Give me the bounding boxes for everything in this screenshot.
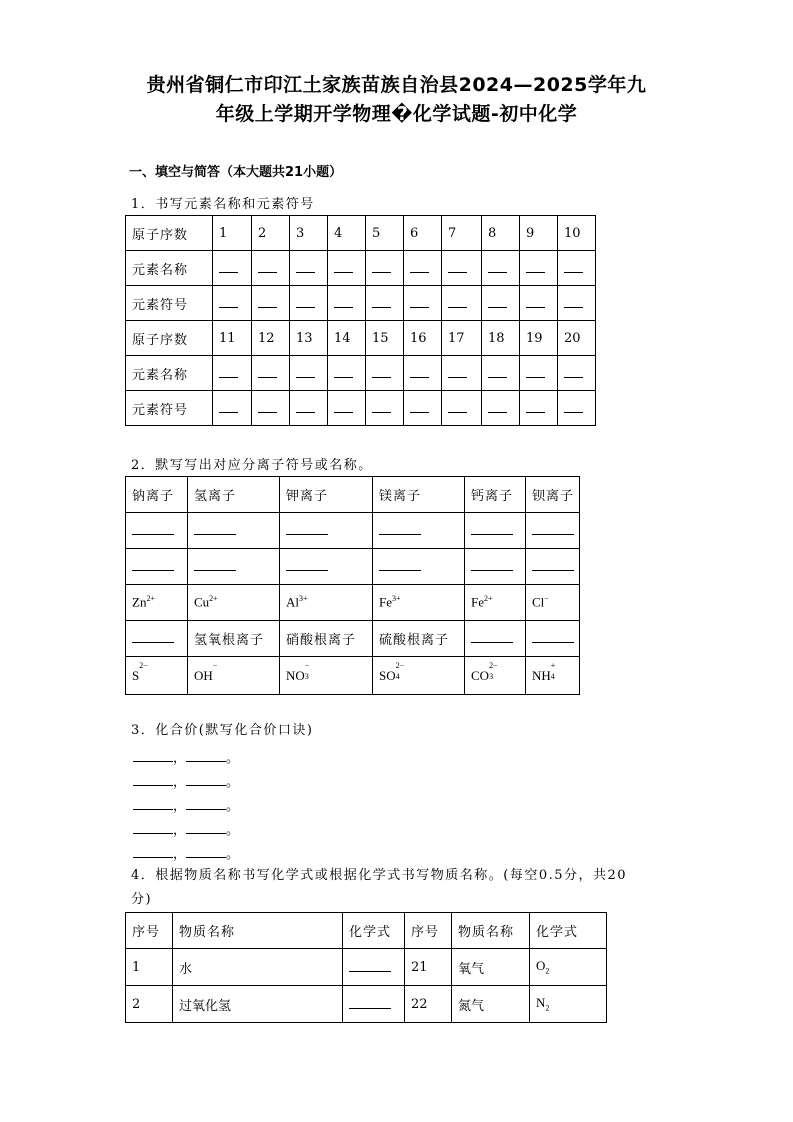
ion-table	[125, 476, 580, 695]
answer-cell[interactable]	[188, 513, 280, 549]
answer-cell[interactable]	[404, 391, 442, 426]
atomic-number-cell: 17	[442, 321, 482, 356]
ion-symbol-cell	[280, 585, 373, 621]
column-header: 物质名称	[452, 913, 530, 949]
column-header: 序号	[405, 913, 452, 949]
answer-blank[interactable]	[133, 821, 173, 834]
answer-cell[interactable]	[482, 391, 520, 426]
answer-cell[interactable]	[126, 549, 188, 585]
atomic-number-cell: 16	[404, 321, 442, 356]
answer-cell[interactable]	[252, 356, 290, 391]
table-row	[126, 585, 580, 621]
substance-name: 过氧化氢	[173, 986, 343, 1023]
answer-blank[interactable]	[133, 773, 173, 786]
table-row	[126, 949, 607, 986]
answer-blank[interactable]	[410, 260, 429, 273]
substance-name: 氧气	[452, 949, 530, 986]
answer-blank[interactable]	[379, 522, 421, 535]
ion-name-header: 钾离子	[280, 477, 373, 513]
comma: ，	[173, 799, 187, 814]
atomic-number-cell: 3	[290, 216, 328, 251]
answer-cell[interactable]	[328, 356, 366, 391]
ion-symbol-cell	[188, 585, 280, 621]
ion-name-header: 氢离子	[188, 477, 280, 513]
period: 。	[226, 823, 240, 838]
answer-cell[interactable]	[558, 286, 596, 321]
question-4-prompt-line-1: 4．根据物质名称书写化学式或根据化学式书写物质名称。(每空0.5分，共20	[131, 868, 628, 883]
formula-base: O	[536, 958, 546, 974]
radical-charge	[212, 660, 221, 680]
table-row	[126, 657, 580, 695]
section-header: 一、填空与简答（本大题共21小题）	[129, 165, 343, 180]
document-title-line-1: 贵州省铜仁市印江土家族苗族自治县2024—2025学年九	[146, 74, 647, 96]
row-label: 元素名称	[126, 251, 213, 286]
row-label: 原子序数	[126, 321, 213, 356]
answer-blank[interactable]	[219, 365, 238, 378]
answer-blank[interactable]	[372, 400, 391, 413]
period: 。	[226, 751, 240, 766]
ion-symbol-cell	[373, 585, 465, 621]
ion-charge: 2+	[146, 594, 155, 604]
radical-charge	[550, 660, 559, 681]
period: 。	[226, 847, 240, 862]
answer-blank[interactable]	[526, 365, 545, 378]
answer-cell[interactable]	[252, 286, 290, 321]
answer-cell[interactable]	[465, 621, 526, 657]
answer-cell[interactable]	[373, 513, 465, 549]
radical-subscript: 3	[489, 671, 494, 681]
answer-blank[interactable]	[488, 295, 507, 308]
comma: ，	[173, 847, 187, 862]
formula-subscript: 2	[545, 1003, 550, 1013]
table-row	[126, 356, 596, 391]
radical-base: SO	[379, 667, 396, 683]
formula-base: N	[536, 995, 546, 1011]
row-label: 元素名称	[126, 356, 213, 391]
comma: ，	[173, 775, 187, 790]
comma: ，	[173, 823, 187, 838]
comma: ，	[173, 751, 187, 766]
answer-blank[interactable]	[296, 365, 315, 378]
answer-blank[interactable]	[194, 522, 236, 535]
ion-charge: 3+	[392, 594, 401, 604]
answer-cell[interactable]	[558, 356, 596, 391]
answer-cell[interactable]	[526, 513, 580, 549]
answer-blank[interactable]	[410, 400, 429, 413]
radical-formula-cell	[526, 657, 580, 695]
answer-cell[interactable]	[520, 391, 558, 426]
ion-symbol-cell	[465, 585, 526, 621]
row-number: 22	[405, 986, 452, 1023]
answer-cell[interactable]	[465, 513, 526, 549]
ion-name-header: 钙离子	[465, 477, 526, 513]
document-title-line-2: 年级上学期开学物理�化学试题-初中化学	[215, 103, 578, 125]
period: 。	[226, 775, 240, 790]
answer-blank[interactable]	[219, 295, 238, 308]
answer-cell[interactable]	[366, 391, 404, 426]
answer-cell[interactable]	[328, 286, 366, 321]
answer-blank[interactable]	[133, 749, 173, 762]
table-row	[126, 216, 596, 251]
radical-formula-cell	[126, 657, 188, 695]
radical-formula-cell	[280, 657, 373, 695]
answer-blank[interactable]	[526, 295, 545, 308]
atomic-number-cell: 13	[290, 321, 328, 356]
radical-superscript: 2−	[489, 660, 498, 670]
answer-cell[interactable]	[404, 251, 442, 286]
ion-charge: 2+	[209, 594, 218, 604]
answer-blank[interactable]	[186, 773, 226, 786]
ion-symbol: Cu	[194, 594, 210, 610]
answer-cell[interactable]	[442, 356, 482, 391]
answer-blank[interactable]	[132, 558, 174, 571]
answer-blank[interactable]	[410, 365, 429, 378]
answer-cell[interactable]	[558, 391, 596, 426]
answer-blank[interactable]	[564, 295, 583, 308]
ion-symbol: Fe	[471, 594, 484, 610]
substance-name: 氮气	[452, 986, 530, 1023]
answer-blank[interactable]	[296, 400, 315, 413]
answer-cell[interactable]	[526, 621, 580, 657]
answer-cell[interactable]	[280, 549, 373, 585]
question-3-prompt: 3．化合价(默写化合价口诀)	[131, 723, 314, 738]
answer-blank[interactable]	[334, 295, 353, 308]
answer-blank[interactable]	[526, 260, 545, 273]
answer-cell[interactable]	[280, 513, 373, 549]
answer-cell[interactable]	[343, 949, 405, 986]
answer-cell[interactable]	[520, 356, 558, 391]
row-label: 元素符号	[126, 286, 213, 321]
answer-blank[interactable]	[488, 365, 507, 378]
atomic-number-cell: 20	[558, 321, 596, 356]
answer-cell[interactable]	[520, 251, 558, 286]
answer-cell[interactable]	[373, 549, 465, 585]
atomic-number-cell: 5	[366, 216, 404, 251]
answer-blank[interactable]	[296, 260, 315, 273]
answer-cell[interactable]	[290, 391, 328, 426]
valence-answer-line	[133, 771, 239, 790]
radical-charge	[139, 660, 148, 680]
valence-answer-line	[133, 795, 239, 814]
answer-cell[interactable]	[343, 986, 405, 1023]
row-number: 21	[405, 949, 452, 986]
answer-cell[interactable]	[482, 356, 520, 391]
answer-cell[interactable]	[442, 251, 482, 286]
answer-blank[interactable]	[219, 260, 238, 273]
answer-blank[interactable]	[286, 558, 328, 571]
answer-cell[interactable]	[366, 251, 404, 286]
radical-base: S	[132, 667, 140, 683]
answer-cell[interactable]	[290, 286, 328, 321]
row-label: 元素符号	[126, 391, 213, 426]
column-header: 化学式	[530, 913, 607, 949]
radical-base: OH	[194, 667, 213, 683]
valence-answer-line	[133, 747, 239, 766]
answer-blank[interactable]	[334, 260, 353, 273]
answer-blank[interactable]	[564, 365, 583, 378]
radical-base: CO	[471, 667, 490, 683]
answer-blank[interactable]	[133, 845, 173, 858]
element-table	[125, 215, 596, 426]
table-row	[126, 986, 607, 1023]
radical-base: NO	[286, 667, 305, 683]
answer-blank[interactable]	[372, 260, 391, 273]
answer-blank[interactable]	[448, 365, 467, 378]
column-header: 化学式	[343, 913, 405, 949]
answer-cell[interactable]	[290, 251, 328, 286]
answer-blank[interactable]	[532, 522, 574, 535]
row-number: 2	[126, 986, 173, 1023]
radical-subscript: 3	[304, 671, 309, 681]
answer-blank[interactable]	[286, 522, 328, 535]
radical-name-cell: 硝酸根离子	[280, 621, 373, 657]
answer-blank[interactable]	[564, 400, 583, 413]
answer-blank[interactable]	[258, 365, 277, 378]
answer-blank[interactable]	[133, 797, 173, 810]
valence-answer-line	[133, 843, 239, 862]
radical-formula-cell	[465, 657, 526, 695]
answer-cell[interactable]	[482, 286, 520, 321]
ion-charge: 3+	[299, 594, 308, 604]
ion-charge: −	[544, 594, 549, 604]
ion-name-header: 钠离子	[126, 477, 188, 513]
atomic-number-cell: 10	[558, 216, 596, 251]
answer-cell[interactable]	[188, 549, 280, 585]
answer-blank[interactable]	[471, 522, 513, 535]
answer-blank[interactable]	[532, 630, 574, 643]
table-row	[126, 549, 580, 585]
row-number: 1	[126, 949, 173, 986]
ion-name-header: 镁离子	[373, 477, 465, 513]
answer-blank[interactable]	[448, 295, 467, 308]
period: 。	[226, 799, 240, 814]
answer-cell[interactable]	[442, 391, 482, 426]
atomic-number-cell: 8	[482, 216, 520, 251]
atomic-number-cell: 9	[520, 216, 558, 251]
table-header-row	[126, 913, 607, 949]
answer-blank[interactable]	[194, 558, 236, 571]
table-row	[126, 621, 580, 657]
question-4-prompt-line-2: 分)	[131, 892, 153, 907]
answer-blank[interactable]	[471, 558, 513, 571]
answer-blank[interactable]	[296, 295, 315, 308]
radical-formula-cell	[373, 657, 465, 695]
answer-cell[interactable]	[328, 251, 366, 286]
answer-blank[interactable]	[334, 365, 353, 378]
radical-charge	[489, 660, 498, 681]
table-row	[126, 286, 596, 321]
ion-symbol: Al	[286, 594, 299, 610]
atomic-number-cell: 19	[520, 321, 558, 356]
column-header: 序号	[126, 913, 173, 949]
radical-base: NH	[532, 667, 551, 683]
radical-superscript: −	[212, 660, 218, 670]
answer-blank[interactable]	[410, 295, 429, 308]
answer-cell[interactable]	[404, 356, 442, 391]
answer-cell[interactable]	[558, 251, 596, 286]
answer-blank[interactable]	[526, 400, 545, 413]
answer-blank[interactable]	[258, 260, 277, 273]
answer-cell[interactable]	[366, 286, 404, 321]
table-row	[126, 321, 596, 356]
atomic-number-cell: 14	[328, 321, 366, 356]
radical-name-cell: 氢氧根离子	[188, 621, 280, 657]
radical-charge	[395, 660, 405, 681]
answer-blank[interactable]	[372, 295, 391, 308]
answer-cell[interactable]	[252, 251, 290, 286]
answer-blank[interactable]	[186, 797, 226, 810]
answer-blank[interactable]	[186, 749, 226, 762]
answer-blank[interactable]	[372, 365, 391, 378]
column-header: 物质名称	[173, 913, 343, 949]
answer-cell[interactable]	[126, 513, 188, 549]
question-1-prompt: 1．书写元素名称和元素符号	[131, 197, 315, 212]
answer-blank[interactable]	[488, 400, 507, 413]
table-row	[126, 251, 596, 286]
answer-cell[interactable]	[482, 251, 520, 286]
row-label: 原子序数	[126, 216, 213, 251]
answer-blank[interactable]	[258, 295, 277, 308]
atomic-number-cell: 2	[252, 216, 290, 251]
table-header-row	[126, 477, 580, 513]
atomic-number-cell: 11	[213, 321, 252, 356]
atomic-number-cell: 4	[328, 216, 366, 251]
radical-superscript: +	[550, 660, 556, 670]
ion-name-header: 钡离子	[526, 477, 580, 513]
answer-blank[interactable]	[448, 260, 467, 273]
answer-blank[interactable]	[186, 821, 226, 834]
answer-cell[interactable]	[252, 391, 290, 426]
atomic-number-cell: 6	[404, 216, 442, 251]
radical-subscript: 4	[395, 671, 400, 681]
answer-cell[interactable]	[213, 251, 252, 286]
answer-blank[interactable]	[488, 260, 507, 273]
radical-subscript: 4	[550, 671, 555, 681]
radical-name-cell: 硫酸根离子	[373, 621, 465, 657]
table-row	[126, 513, 580, 549]
answer-cell[interactable]	[366, 356, 404, 391]
valence-answer-line	[133, 819, 239, 838]
answer-cell[interactable]	[290, 356, 328, 391]
table-row	[126, 391, 596, 426]
chemical-formula	[530, 949, 607, 986]
radical-formula-cell	[188, 657, 280, 695]
substance-name: 水	[173, 949, 343, 986]
ion-symbol: Zn	[132, 594, 147, 610]
answer-blank[interactable]	[471, 630, 513, 643]
answer-cell[interactable]	[465, 549, 526, 585]
answer-cell[interactable]	[213, 286, 252, 321]
atomic-number-cell: 15	[366, 321, 404, 356]
answer-blank[interactable]	[448, 400, 467, 413]
answer-cell[interactable]	[442, 286, 482, 321]
chemical-formula	[530, 986, 607, 1023]
answer-cell[interactable]	[404, 286, 442, 321]
answer-cell[interactable]	[328, 391, 366, 426]
answer-blank[interactable]	[564, 260, 583, 273]
radical-charge	[304, 660, 313, 681]
answer-blank[interactable]	[532, 558, 574, 571]
answer-blank[interactable]	[186, 845, 226, 858]
atomic-number-cell: 7	[442, 216, 482, 251]
answer-cell[interactable]	[526, 549, 580, 585]
answer-blank[interactable]	[349, 959, 391, 972]
question-2-prompt: 2．默写写出对应分离子符号或名称。	[131, 458, 373, 473]
ion-charge: 2+	[484, 594, 493, 604]
atomic-number-cell: 12	[252, 321, 290, 356]
ion-symbol: Fe	[379, 594, 392, 610]
radical-superscript: −	[304, 660, 310, 670]
substance-table	[125, 912, 607, 1023]
answer-cell[interactable]	[213, 391, 252, 426]
radical-superscript: 2−	[139, 660, 148, 670]
answer-blank[interactable]	[258, 400, 277, 413]
atomic-number-cell: 1	[213, 216, 252, 251]
answer-cell[interactable]	[520, 286, 558, 321]
answer-blank[interactable]	[219, 400, 238, 413]
answer-blank[interactable]	[379, 558, 421, 571]
formula-subscript: 2	[545, 966, 550, 976]
answer-blank[interactable]	[334, 400, 353, 413]
answer-cell[interactable]	[126, 621, 188, 657]
ion-symbol-cell	[126, 585, 188, 621]
radical-superscript: 2−	[395, 660, 405, 670]
answer-blank[interactable]	[132, 630, 174, 643]
answer-blank[interactable]	[349, 996, 391, 1009]
ion-symbol: Cl	[532, 594, 545, 610]
answer-blank[interactable]	[132, 522, 174, 535]
ion-symbol-cell	[526, 585, 580, 621]
answer-cell[interactable]	[213, 356, 252, 391]
atomic-number-cell: 18	[482, 321, 520, 356]
